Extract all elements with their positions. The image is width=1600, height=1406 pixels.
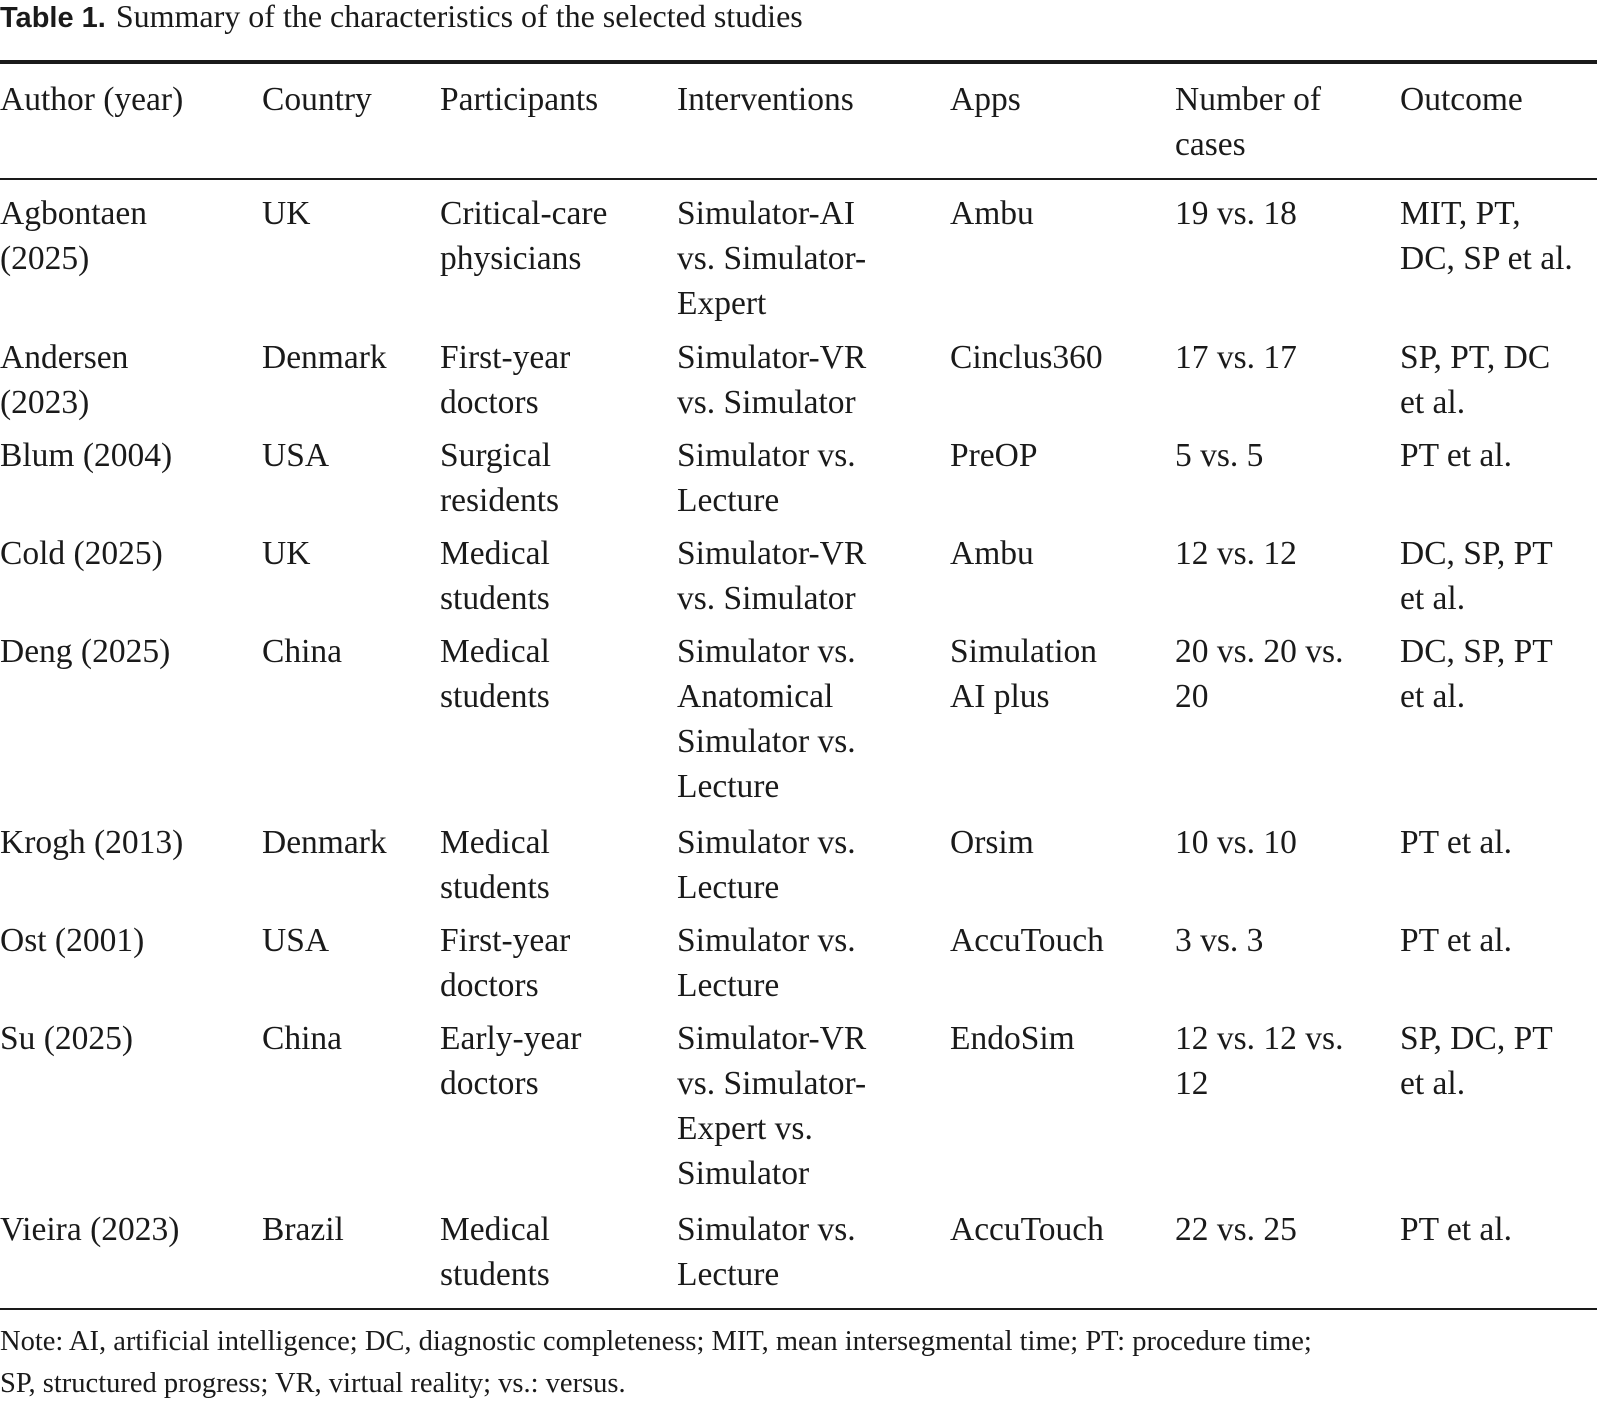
cell-line: Critical-care (440, 195, 608, 232)
cell-line: PT et al. (1400, 922, 1512, 959)
cell-line: et al. (1400, 1065, 1466, 1102)
cell-line: DC, SP, PT (1400, 535, 1553, 572)
cell-line: Expert (677, 285, 767, 322)
cell-number-of-cases (1175, 1016, 1343, 1106)
cell-line: vs. Simulator (677, 580, 856, 617)
cell-line: et al. (1400, 384, 1466, 421)
cell-line: Simulator vs. (677, 922, 856, 959)
cell-line: Blum (2004) (0, 437, 173, 474)
cell-line: doctors (440, 384, 539, 421)
cell-line: (2025) (0, 240, 90, 277)
bottom-rule (0, 1308, 1597, 1310)
cell-number-of-cases (1175, 433, 1263, 478)
cell-line: students (440, 580, 550, 617)
cell-participants (440, 629, 550, 719)
column-header-interventions (677, 77, 854, 122)
cell-participants (440, 191, 607, 281)
cell-apps (950, 335, 1103, 380)
cell-country (262, 335, 387, 380)
cell-participants (440, 918, 570, 1008)
cell-line: Cinclus360 (950, 339, 1103, 376)
cell-apps (950, 1016, 1075, 1061)
cell-line: Lecture (677, 482, 780, 519)
cell-line: physicians (440, 240, 582, 277)
cell-line: residents (440, 482, 560, 519)
cell-line: SP, DC, PT (1400, 1020, 1553, 1057)
cell-country (262, 433, 329, 478)
cell-line: Krogh (2013) (0, 824, 184, 861)
cell-line: Lecture (677, 768, 780, 805)
cell-number-of-cases (1175, 335, 1297, 380)
cell-line: Ambu (950, 535, 1034, 572)
cell-line: Author (year) (0, 81, 184, 118)
cell-line: DC, SP et al. (1400, 240, 1573, 277)
cell-line: 10 vs. 10 (1175, 824, 1297, 861)
cell-line: Simulator vs. (677, 824, 856, 861)
column-header-author-year (0, 77, 183, 122)
cell-line: USA (262, 437, 330, 474)
cell-apps (950, 820, 1034, 865)
cell-line: Deng (2025) (0, 633, 171, 670)
cell-participants (440, 1016, 581, 1106)
cell-line: Outcome (1400, 81, 1523, 118)
cell-line: PT et al. (1400, 1211, 1512, 1248)
cell-interventions (677, 918, 856, 1008)
cell-number-of-cases (1175, 820, 1297, 865)
cell-outcome (1400, 335, 1550, 425)
cell-line: 5 vs. 5 (1175, 437, 1264, 474)
cell-outcome (1400, 433, 1512, 478)
cell-line: 3 vs. 3 (1175, 922, 1264, 959)
cell-line: Early-year (440, 1020, 582, 1057)
column-header-number-of-cases (1175, 77, 1321, 167)
cell-country (262, 531, 310, 576)
cell-line: Simulator vs. (677, 1211, 856, 1248)
cell-line: Number of (1175, 81, 1322, 118)
cell-line: Agbontaen (0, 195, 147, 232)
cell-line: MIT, PT, (1400, 195, 1521, 232)
cell-line: Lecture (677, 869, 780, 906)
cell-line: 20 (1175, 678, 1209, 715)
cell-line: 22 vs. 25 (1175, 1211, 1297, 1248)
note-line: Note: AI, artificial intelligence; DC, diagnostic completeness; MIT, mean intersegmental time; PT: procedure time; (0, 1326, 1312, 1357)
cell-line: Simulator vs. (677, 723, 856, 760)
cell-line: Ambu (950, 195, 1034, 232)
cell-line: Simulator (677, 1155, 810, 1192)
cell-apps (950, 433, 1037, 478)
cell-participants (440, 820, 550, 910)
cell-apps (950, 1207, 1104, 1252)
cell-participants (440, 433, 559, 523)
cell-line: Anatomical (677, 678, 834, 715)
cell-line: Simulator vs. (677, 437, 856, 474)
cell-line: AI plus (950, 678, 1050, 715)
cell-outcome (1400, 191, 1573, 281)
cell-line: (2023) (0, 384, 90, 421)
cell-line: doctors (440, 1065, 539, 1102)
cell-line: Simulator-VR (677, 535, 867, 572)
cell-line: 12 (1175, 1065, 1209, 1102)
cell-line: cases (1175, 126, 1246, 163)
column-header-apps (950, 77, 1021, 122)
note-line: SP, structured progress; VR, virtual reality; vs.: versus. (0, 1368, 626, 1399)
cell-outcome (1400, 1207, 1512, 1252)
cell-line: UK (262, 535, 311, 572)
cell-number-of-cases (1175, 531, 1297, 576)
cell-apps (950, 918, 1104, 963)
cell-line: Orsim (950, 824, 1034, 861)
cell-line: Medical (440, 1211, 550, 1248)
column-header-outcome (1400, 77, 1523, 122)
cell-line: Simulator-VR (677, 1020, 867, 1057)
cell-country (262, 629, 342, 674)
cell-line: Su (2025) (0, 1020, 134, 1057)
cell-author-year (0, 918, 144, 963)
cell-line: PreOP (950, 437, 1038, 474)
cell-line: Vieira (2023) (0, 1211, 180, 1248)
cell-line: Cold (2025) (0, 535, 163, 572)
cell-line: Lecture (677, 967, 780, 1004)
cell-author-year (0, 1207, 179, 1252)
cell-country (262, 191, 310, 236)
cell-line: doctors (440, 967, 539, 1004)
cell-author-year (0, 335, 128, 425)
cell-interventions (677, 531, 866, 621)
cell-participants (440, 1207, 550, 1297)
cell-line: Denmark (262, 824, 387, 861)
cell-author-year (0, 531, 163, 576)
cell-line: Medical (440, 633, 550, 670)
cell-number-of-cases (1175, 191, 1297, 236)
cell-line: EndoSim (950, 1020, 1075, 1057)
top-rule (0, 60, 1597, 64)
cell-line: Andersen (0, 339, 129, 376)
cell-participants (440, 531, 550, 621)
cell-line: students (440, 869, 550, 906)
cell-interventions (677, 191, 866, 326)
cell-country (262, 918, 329, 963)
cell-line: 17 vs. 17 (1175, 339, 1297, 376)
cell-line: DC, SP, PT (1400, 633, 1553, 670)
table-caption (0, 0, 1600, 34)
cell-line: Simulator-AI (677, 195, 855, 232)
cell-country (262, 820, 387, 865)
cell-line: Simulation (950, 633, 1098, 670)
cell-interventions (677, 629, 856, 809)
cell-line: Interventions (677, 81, 854, 118)
cell-country (262, 1207, 344, 1252)
cell-line: Brazil (262, 1211, 344, 1248)
cell-interventions (677, 433, 856, 523)
cell-author-year (0, 820, 183, 865)
cell-interventions (677, 1016, 866, 1196)
cell-author-year (0, 1016, 133, 1061)
cell-apps (950, 191, 1034, 236)
cell-line: et al. (1400, 678, 1466, 715)
cell-line: Apps (950, 81, 1021, 118)
cell-line: Medical (440, 535, 550, 572)
cell-line: Surgical (440, 437, 552, 474)
cell-interventions (677, 335, 866, 425)
cell-line: Participants (440, 81, 599, 118)
cell-outcome (1400, 629, 1553, 719)
cell-line: AccuTouch (950, 922, 1104, 959)
cell-line: China (262, 1020, 343, 1057)
cell-line: 19 vs. 18 (1175, 195, 1297, 232)
cell-outcome (1400, 531, 1553, 621)
cell-line: Ost (2001) (0, 922, 145, 959)
cell-line: Medical (440, 824, 550, 861)
cell-line: vs. Simulator (677, 384, 856, 421)
cell-line: First-year (440, 922, 571, 959)
table-title: Summary of the characteristics of the selected studies (115, 0, 803, 34)
cell-line: Denmark (262, 339, 387, 376)
header-rule (0, 178, 1597, 180)
cell-outcome (1400, 820, 1512, 865)
cell-participants (440, 335, 570, 425)
cell-line: 20 vs. 20 vs. (1175, 633, 1344, 670)
cell-author-year (0, 629, 170, 674)
cell-line: PT et al. (1400, 437, 1512, 474)
column-header-participants (440, 77, 598, 122)
cell-line: China (262, 633, 343, 670)
cell-line: UK (262, 195, 311, 232)
cell-outcome (1400, 1016, 1553, 1106)
cell-apps (950, 531, 1034, 576)
cell-apps (950, 629, 1097, 719)
cell-line: 12 vs. 12 vs. (1175, 1020, 1344, 1057)
cell-line: USA (262, 922, 330, 959)
cell-author-year (0, 191, 147, 281)
cell-number-of-cases (1175, 629, 1343, 719)
cell-line: Country (262, 81, 372, 118)
cell-line: 12 vs. 12 (1175, 535, 1297, 572)
cell-line: Expert vs. (677, 1110, 813, 1147)
cell-line: AccuTouch (950, 1211, 1104, 1248)
cell-line: First-year (440, 339, 571, 376)
cell-outcome (1400, 918, 1512, 963)
cell-country (262, 1016, 342, 1061)
cell-line: vs. Simulator- (677, 240, 867, 277)
cell-line: students (440, 1256, 550, 1293)
cell-number-of-cases (1175, 918, 1263, 963)
cell-line: SP, PT, DC (1400, 339, 1551, 376)
cell-line: Lecture (677, 1256, 780, 1293)
cell-line: students (440, 678, 550, 715)
table-label: Table 1. (0, 2, 106, 34)
cell-line: Simulator-VR (677, 339, 867, 376)
cell-line: vs. Simulator- (677, 1065, 867, 1102)
cell-line: Simulator vs. (677, 633, 856, 670)
cell-line: PT et al. (1400, 824, 1512, 861)
cell-interventions (677, 1207, 856, 1297)
cell-author-year (0, 433, 172, 478)
column-header-country (262, 77, 372, 122)
cell-interventions (677, 820, 856, 910)
cell-number-of-cases (1175, 1207, 1297, 1252)
cell-line: et al. (1400, 580, 1466, 617)
